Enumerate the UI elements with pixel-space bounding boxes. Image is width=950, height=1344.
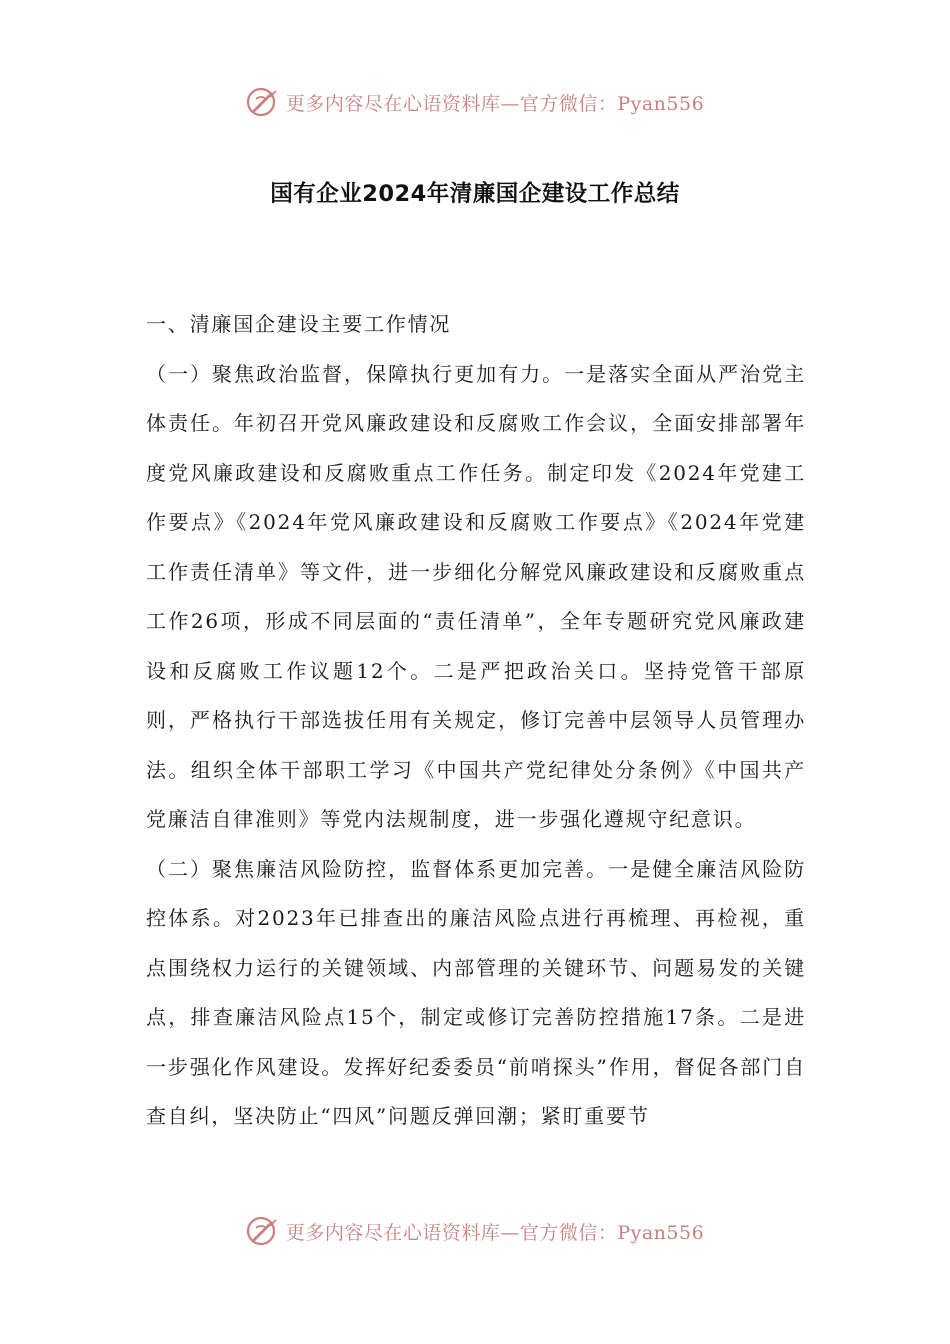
document-body (146, 300, 806, 1142)
pen-logo-icon (246, 1214, 280, 1248)
paragraph-1: （一）聚焦政治监督，保障执行更加有力。一是落实全面从严治党主体责任。年初召开党风廉政建设和反腐败工作会议，全面安排部署年度党风廉政建设和反腐败重点工作任务。制定印发《2024年党建工作要点》《2024年党风廉政建设和反腐败工作要点》《2024年党建工作责任清单》等文件，进一步细化分解党风廉政建设和反腐败重点工作26项，形成不同层面的“责任清单”，全年专题研究党风廉政建设和反腐败工作议题12个。二是严把政治关口。坚持党管干部原则，严格执行干部选拔任用有关规定，修订完善中层领导人员管理办法。组织全体干部职工学习《中国共产党纪律处分条例》《中国共产党廉洁自律准则》等党内法规制度，进一步强化遵规守纪意识。 (146, 361, 806, 831)
paragraph-2: （二）聚焦廉洁风险防控，监督体系更加完善。一是健全廉洁风险防控体系。对2023年已排查出的廉洁风险点进行再梳理、再检视，重点围绕权力运行的关键领域、内部管理的关键环节、问题易发的关键点，排查廉洁风险点15个，制定或修订完善防控措施17条。二是进一步强化作风建设。发挥好纪委委员“前哨探头”作用，督促各部门自查自纠，坚决防止“四风”问题反弹回潮；紧盯重要节 (146, 856, 806, 1128)
section-heading: 一、清廉国企建设主要工作情况 (146, 312, 452, 336)
header-banner (0, 82, 950, 122)
footer-banner-text: 更多内容尽在心语资料库—官方微信：Pyan556 (285, 1221, 705, 1244)
document-title: 国有企业2024年清廉国企建设工作总结 (270, 181, 680, 207)
header-banner-text: 更多内容尽在心语资料库—官方微信：Pyan556 (285, 92, 705, 115)
footer-banner (0, 1211, 950, 1251)
pen-logo-icon (246, 85, 280, 119)
